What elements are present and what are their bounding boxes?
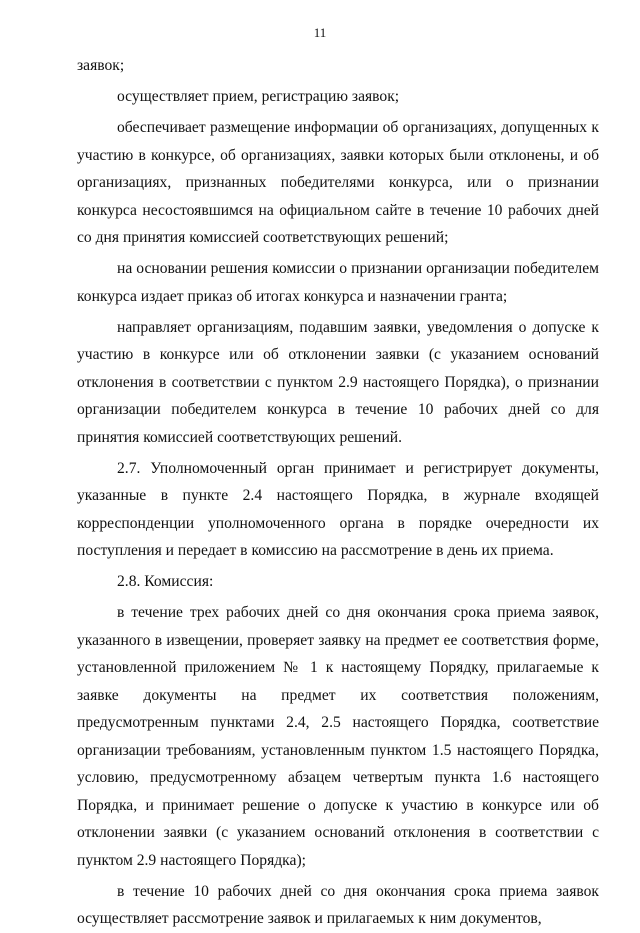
paragraph: в течение 10 рабочих дней со дня окончания срока приема заявок осуществляет рассмотрение заявок и прилагаемых к ним документов, bbox=[77, 882, 599, 927]
document-body bbox=[77, 52, 599, 933]
paragraph: заявок; bbox=[77, 57, 125, 74]
paragraph: направляет организациям, подавшим заявки, уведомления о допуске к участию в конкурсе или об отклонении заявки (с указанием оснований отклонения в соответствии с пунктом 2.9 настоящего Порядка), о признании организации победителем конкурса в течение 10 рабочих дней со для принятия комиссией соответствующих решений. bbox=[77, 318, 599, 446]
paragraph: обеспечивает размещение информации об организациях, допущенных к участию в конкурсе, об организациях, заявки которых были отклонены, и об организациях, признанных победителями конкурса, или о признании конкурса несостоявшимся на официальном сайте в течение 10 рабочих дней со дня принятия комиссией соответствующих решений; bbox=[77, 119, 599, 246]
paragraph: в течение трех рабочих дней со дня окончания срока приема заявок, указанного в извещении, проверяет заявку на предмет ее соответствия форме, установленной приложением № 1 к настоящему Порядку, прилагаемые к заявке документы на предмет их соответствия положениям, предусмотренным пунктами 2.4, 2.5 настоящего Порядка, соответствие организации требованиям, установленным пунктом 1.5 настоящего Порядка, условию, предусмотренному абзацем четвертым пункта 1.6 настоящего Порядка, и принимает решение о допуске к участию в конкурсе или об отклонении заявки (с указанием оснований отклонения в соответствии с пунктом 2.9 настоящего Порядка); bbox=[77, 604, 599, 869]
paragraph: 2.7. Уполномоченный орган принимает и регистрирует документы, указанные в пункте 2.4 настоящего Порядка, в журнале входящей корреспонденции уполномоченного органа в порядке очередности их поступления и передает в комиссию на рассмотрение в день их приема. bbox=[77, 459, 599, 559]
paragraph: осуществляет прием, регистрацию заявок; bbox=[117, 88, 400, 105]
paragraph: на основании решения комиссии о признании организации победителем конкурса издает приказ об итогах конкурса и назначении гранта; bbox=[77, 260, 599, 305]
page-number: 11 bbox=[313, 25, 327, 40]
paragraph: 2.8. Комиссия: bbox=[117, 573, 214, 590]
